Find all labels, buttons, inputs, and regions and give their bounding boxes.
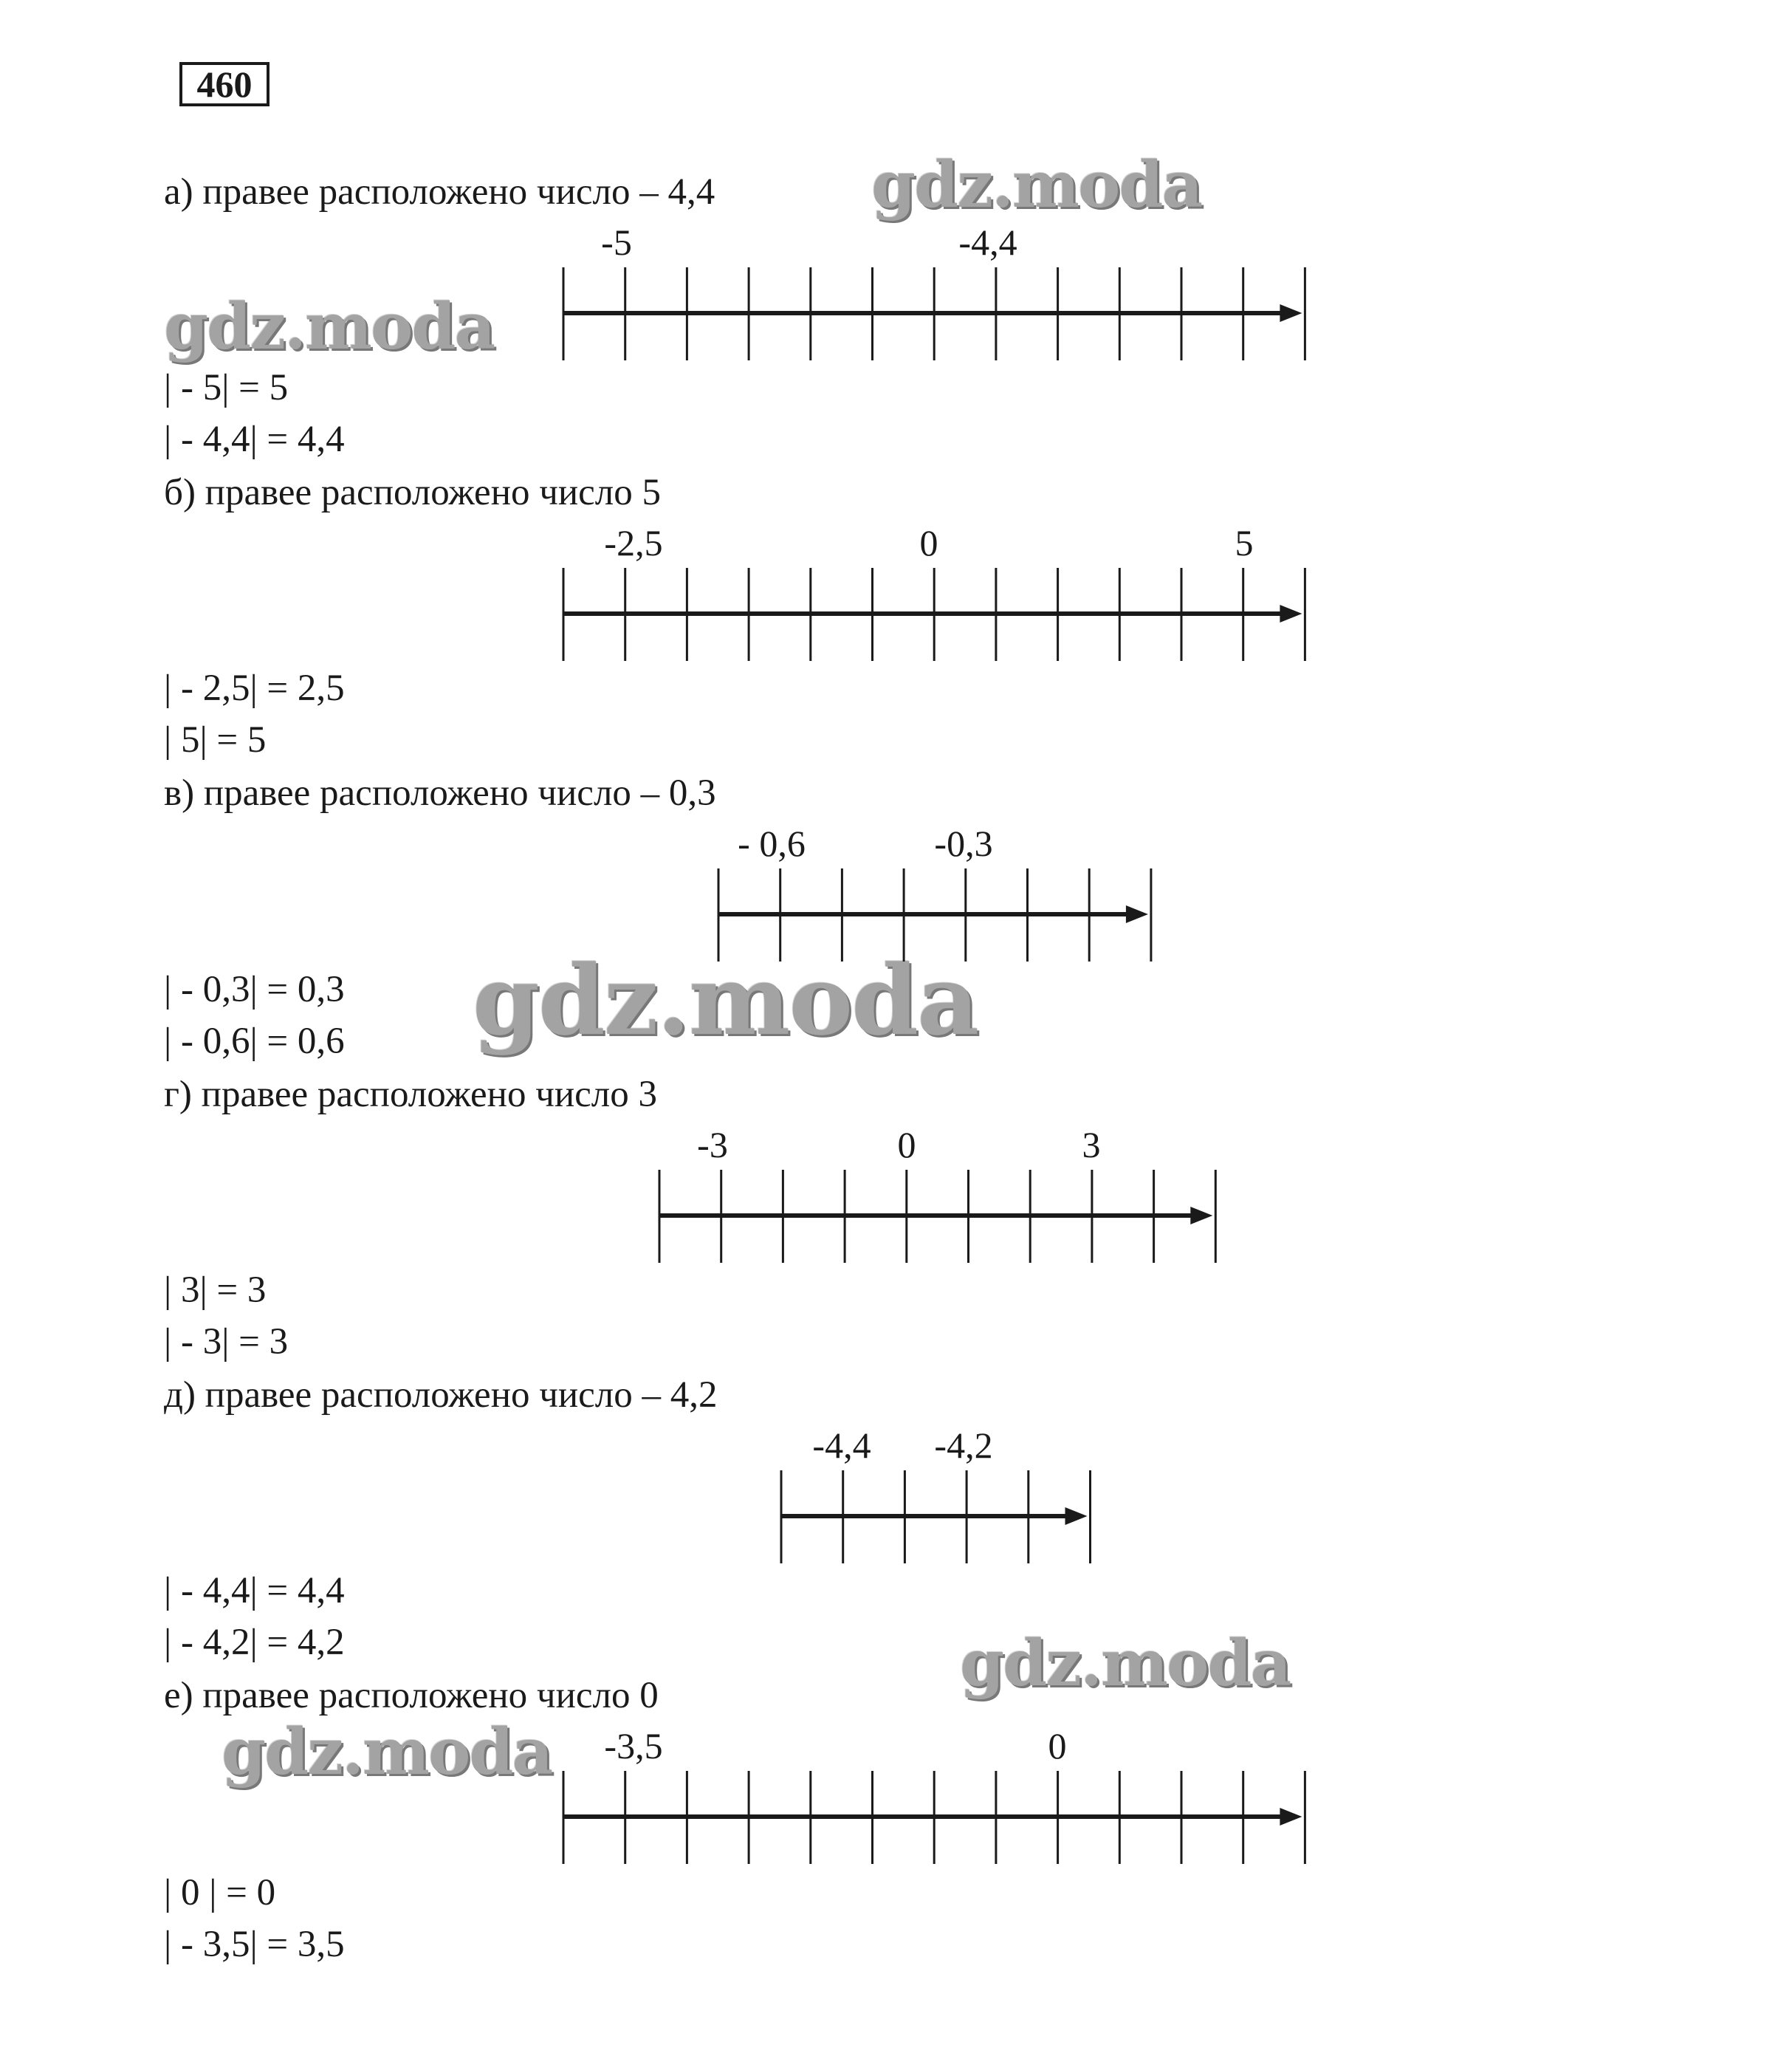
section-g-result-2: | - 3| = 3 — [164, 1321, 289, 1363]
tick-label: -2,5 — [604, 522, 663, 563]
section-a-result-1: | - 5| = 5 — [164, 367, 289, 408]
watermark: gdz.moda — [960, 1626, 1291, 1701]
section-v-result-2: | - 0,6| = 0,6 — [164, 1021, 345, 1062]
section-e-result-1: | 0 | = 0 — [164, 1872, 276, 1913]
section-b-result-2: | 5| = 5 — [164, 719, 267, 761]
watermark: gdz.moda — [473, 944, 978, 1057]
section-v-result-1: | - 0,3| = 0,3 — [164, 969, 345, 1010]
arrow-head — [1190, 1207, 1212, 1224]
tick-label: -5 — [601, 222, 632, 263]
section-d-result-1: | - 4,4| = 4,4 — [164, 1570, 345, 1611]
number-line-v — [701, 823, 1174, 970]
arrow-head — [1126, 905, 1148, 923]
section-g-heading: г) правее расположено число 3 — [164, 1074, 657, 1115]
section-g-result-1: | 3| = 3 — [164, 1269, 267, 1311]
tick-label: -0,3 — [934, 823, 993, 864]
watermark: gdz.moda — [222, 1715, 552, 1789]
tick-label: 0 — [919, 522, 938, 563]
section-b-result-1: | - 2,5| = 2,5 — [164, 668, 345, 709]
tick-label: -4,4 — [958, 222, 1017, 263]
tick-label: -3,5 — [604, 1725, 663, 1766]
arrow-head — [1280, 304, 1302, 322]
tick-label: 5 — [1235, 522, 1254, 563]
watermark: gdz.moda — [871, 148, 1202, 222]
section-e-heading: е) правее расположено число 0 — [164, 1675, 659, 1716]
number-line-g — [642, 1124, 1233, 1272]
tick-label: 0 — [897, 1124, 916, 1165]
arrow-head — [1065, 1507, 1088, 1525]
arrow-head — [1280, 605, 1302, 623]
number-line-a — [546, 222, 1314, 369]
tick-label: -4,4 — [812, 1425, 871, 1466]
number-line-b — [546, 522, 1314, 670]
section-d-result-2: | - 4,2| = 4,2 — [164, 1622, 345, 1663]
section-a-heading: а) правее расположено число – 4,4 — [164, 171, 715, 213]
tick-label: -4,2 — [934, 1425, 993, 1466]
section-e-result-2: | - 3,5| = 3,5 — [164, 1924, 345, 1965]
section-v-heading: в) правее расположено число – 0,3 — [164, 772, 716, 814]
number-line-d — [764, 1425, 1119, 1572]
problem-number: 460 — [179, 62, 270, 106]
number-line-e — [546, 1725, 1314, 1873]
section-b-heading: б) правее расположено число 5 — [164, 472, 662, 513]
section-a-result-2: | - 4,4| = 4,4 — [164, 419, 345, 460]
tick-label: - 0,6 — [738, 823, 806, 864]
tick-label: -3 — [697, 1124, 728, 1165]
tick-label: 0 — [1048, 1725, 1067, 1766]
tick-label: 3 — [1082, 1124, 1101, 1165]
watermark: gdz.moda — [164, 289, 495, 364]
arrow-head — [1280, 1808, 1302, 1826]
section-d-heading: д) правее расположено число – 4,2 — [164, 1374, 718, 1416]
